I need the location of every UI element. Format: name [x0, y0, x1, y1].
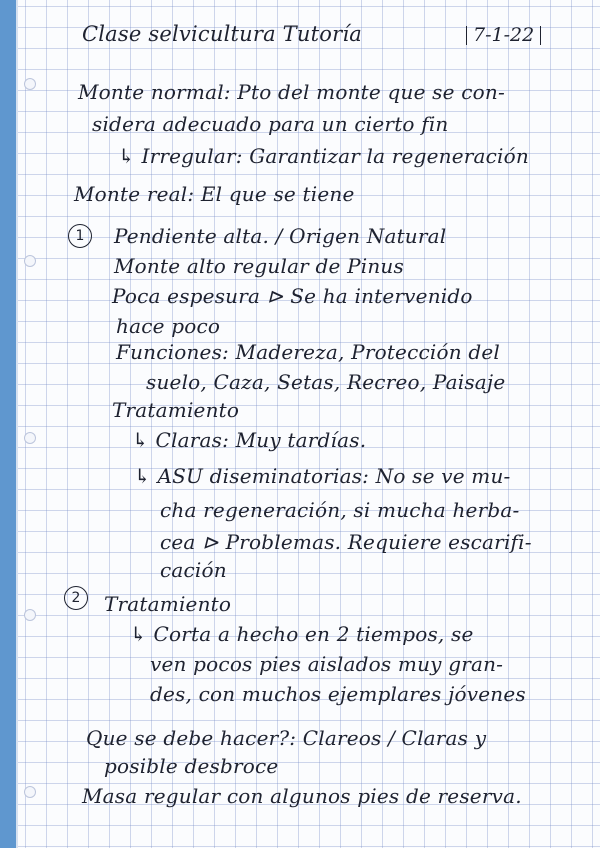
punch-hole: [24, 255, 36, 267]
note-line: ↳ Irregular: Garantizar la regeneración: [118, 144, 529, 168]
section-marker-1: 1: [68, 224, 92, 248]
note-line: Tratamiento: [104, 592, 232, 616]
note-line: Masa regular con algunos pies de reserva.: [82, 784, 522, 808]
note-line: ↳ ASU diseminatorias: No se ve mu-: [134, 464, 511, 488]
note-line: suelo, Caza, Setas, Recreo, Paisaje: [146, 370, 506, 394]
note-line: hace poco: [116, 314, 221, 338]
note-line: sidera adecuado para un cierto fin: [92, 112, 449, 136]
punch-hole: [24, 432, 36, 444]
note-line: Que se debe hacer?: Clareos / Claras y: [86, 726, 487, 750]
note-line: Poca espesura ⊳ Se ha intervenido: [112, 284, 473, 308]
note-line: ven pocos pies aislados muy gran-: [150, 652, 504, 676]
punch-hole: [24, 786, 36, 798]
note-line: ↳ Claras: Muy tardías.: [132, 428, 367, 452]
note-date: 7-1-22: [466, 26, 541, 45]
note-line: posible desbroce: [104, 754, 279, 778]
note-line: Pendiente alta. / Origen Natural: [114, 224, 447, 248]
note-line: cha regeneración, si mucha herba-: [160, 498, 520, 522]
punch-hole: [24, 609, 36, 621]
note-line: cea ⊳ Problemas. Requiere escarifi-: [160, 530, 532, 554]
note-line: Monte normal: Pto del monte que se con-: [78, 80, 505, 104]
section-marker-2: 2: [64, 586, 88, 610]
page-margin-strip: [0, 0, 16, 848]
note-line: cación: [160, 558, 227, 582]
note-line: ↳ Corta a hecho en 2 tiempos, se: [130, 622, 474, 646]
note-title: Clase selvicultura Tutoría: [82, 22, 362, 46]
note-line: des, con muchos ejemplares jóvenes: [150, 682, 526, 706]
page-edge: [16, 0, 18, 848]
note-line: Monte alto regular de Pinus: [114, 254, 404, 278]
punch-hole: [24, 78, 36, 90]
note-line: Funciones: Madereza, Protección del: [116, 340, 501, 364]
note-line: Tratamiento: [112, 398, 240, 422]
note-line: Monte real: El que se tiene: [74, 182, 355, 206]
